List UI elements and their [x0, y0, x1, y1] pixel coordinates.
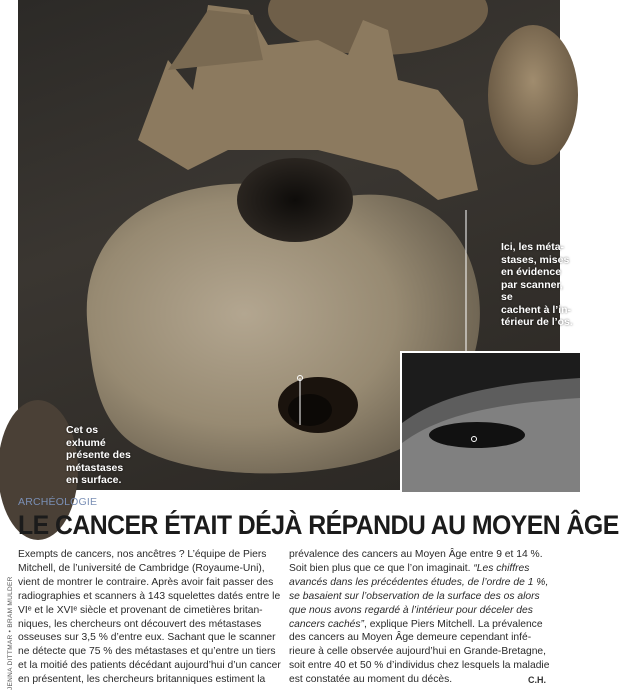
scan-illustration [402, 353, 580, 492]
article-line [289, 659, 557, 673]
article-line: Mitchell, de l’université de Cambridge (Royaume-Uni), [18, 562, 265, 574]
article-headline: LE CANCER ÉTAIT DÉJÀ RÉPANDU AU MOYEN ÂGE [18, 510, 619, 540]
article-line-text: , explique Piers Mitchell. La prévalence [363, 618, 543, 630]
article-column-1 [18, 548, 280, 687]
article-line: VIᵉ et le XVIᵉ siècle et provenant de cimetières britan- [18, 604, 263, 616]
caption-line: en évidence [501, 266, 562, 278]
vertebra-photo [18, 0, 573, 490]
article-line-text: Soit bien plus que ce que l’on imaginait. [289, 562, 474, 574]
article-line: et la moitié des patients décédant aujourd’hui d’un cancer [18, 660, 281, 672]
caption-bone [66, 424, 138, 487]
article-line: vient de montrer le contraire. Après avoir fait passer des [18, 576, 274, 588]
caption-line: Cet os exhumé [66, 424, 106, 449]
caption-scan [501, 241, 573, 329]
article-line [289, 576, 557, 590]
caption-line: stases, mises [501, 253, 570, 266]
article-line-text: cancers cachés” [289, 618, 364, 630]
article-line-text: soit entre 40 et 50 % d’individus chez lesquels la maladie [289, 660, 550, 672]
article-line-text: des cancers au Moyen Âge demeure cependant infé- [289, 632, 532, 644]
article-line-text: rieure à celle observée aujourd’hui en Grande-Bretagne, [289, 646, 547, 658]
caption-line: par scanner, se [501, 278, 563, 303]
caption-line: Ici, les méta- [501, 241, 565, 253]
caption-line: cachent à l’in- [501, 303, 572, 316]
article-line-quote: “Les chiffres [473, 562, 530, 574]
article-line [289, 562, 557, 576]
author-signature: C.H. [528, 675, 546, 685]
article-line: niques, les chercheurs ont découvert des métastases [18, 618, 262, 630]
article-line-text: que nous avons regardé à l’intérieur pour déceler des [289, 604, 533, 616]
article-line [289, 590, 557, 604]
article-line-text: prévalence des cancers au Moyen Âge entre 9 et 14 %. [289, 549, 543, 560]
scan-inset-image [400, 351, 580, 492]
article-line [289, 618, 557, 632]
article-line [289, 645, 557, 659]
article-column-2 [289, 548, 557, 687]
section-rubric: ARCHÉOLOGIE [18, 496, 98, 508]
photo-credit [2, 560, 16, 690]
article-line-text: avancés dans les précédentes études, de l’ordre de 1 %, [289, 576, 549, 588]
article-line-text: se basaient sur l’observation de la surface des os alors [289, 590, 540, 602]
caption-line: térieur de l’os. [501, 316, 573, 328]
article-line [289, 631, 557, 645]
photo-credit-text: JENNA DITTMAR • BRAM MULDER [7, 576, 14, 690]
article-line: radiographies et scanners à 143 squelettes datés entre le [18, 590, 281, 602]
article-line: ne détecte que 75 % des métastases et qu’entre un tiers [18, 646, 276, 658]
article-line: Exempts de cancers, nos ancêtres ? L’équipe de Piers [18, 549, 267, 560]
article-line: osseuses sur 3,5 % d’entre eux. Sachant que le scanner [18, 632, 276, 644]
caption-line: métastases [66, 461, 124, 474]
article-line: en présentent, les chercheurs britanniques estiment la [18, 674, 266, 686]
article-line-text: est constatée au moment du décès. [289, 674, 453, 686]
article-line [289, 673, 557, 687]
caption-line: en surface. [66, 474, 122, 486]
article-line [289, 548, 557, 562]
caption-line: présente des [66, 449, 131, 461]
article-line [289, 604, 557, 618]
